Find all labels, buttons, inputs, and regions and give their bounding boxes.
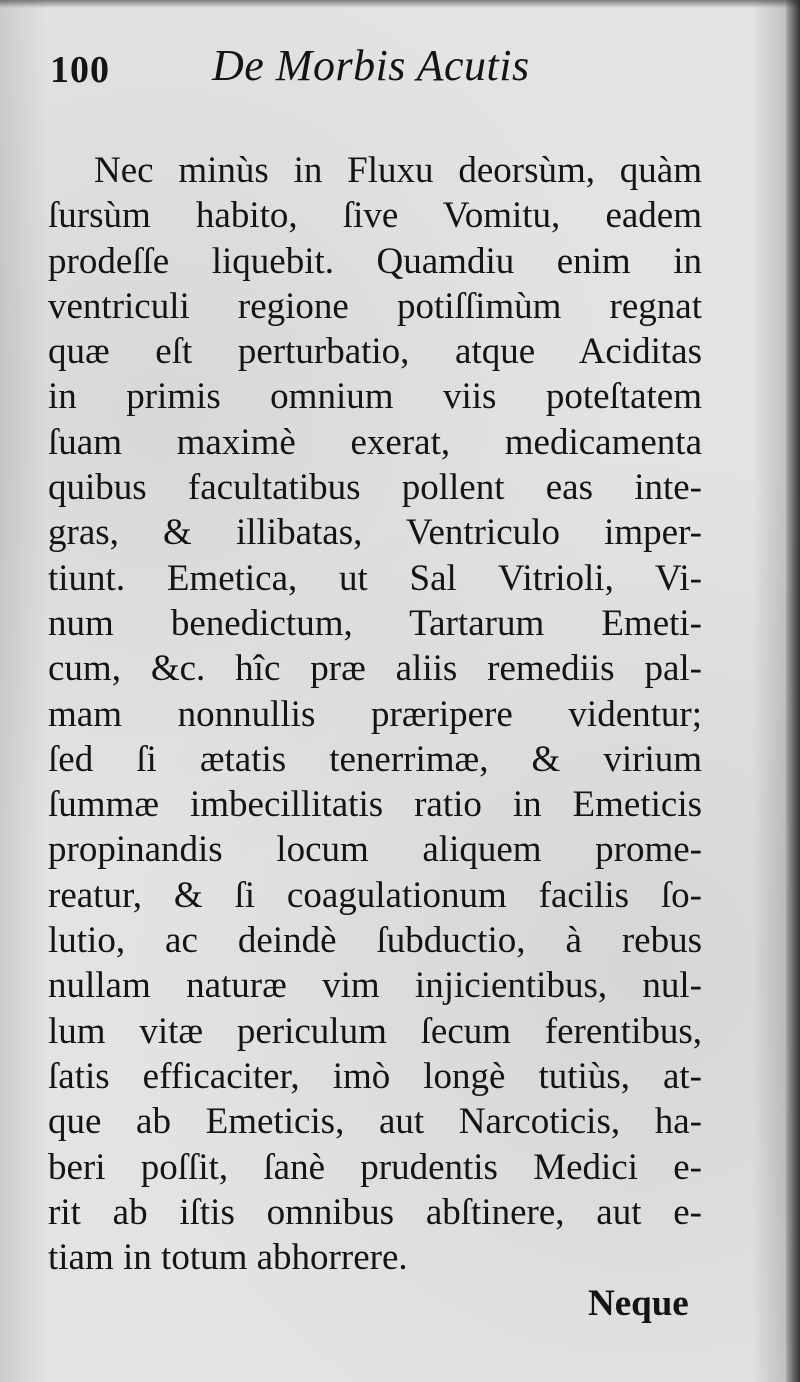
text-line: in primis omnium viis poteſtatem bbox=[48, 376, 702, 418]
text-line: cum, &c. hîc præ aliis remediis pal- bbox=[48, 648, 702, 690]
text-line: gras, & illibatas, Ventriculo imper- bbox=[48, 512, 702, 554]
text-line: num benedictum, Tartarum Emeti- bbox=[48, 602, 702, 644]
running-head: De Morbis Acutis bbox=[212, 41, 530, 90]
text-line: quibus facultatibus pollent eas inte- bbox=[48, 467, 702, 509]
text-line: quæ eſt perturbatio, atque Aciditas bbox=[48, 331, 702, 373]
catchword: Neque bbox=[588, 1283, 689, 1324]
page-header bbox=[50, 40, 690, 100]
text-line: propinandis locum aliquem prome- bbox=[48, 829, 702, 871]
page-binding-shadow bbox=[786, 0, 800, 1382]
text-line: beri poſſit, ſanè prudentis Medici e- bbox=[48, 1146, 702, 1188]
page-top-shadow bbox=[0, 0, 800, 8]
text-line: tiam in totum abhorrere. bbox=[48, 1237, 408, 1279]
text-line: rit ab iſtis omnibus abſtinere, aut e- bbox=[48, 1191, 702, 1233]
body-text bbox=[48, 148, 702, 1279]
text-line: ſatis efficaciter, imò longè tutiùs, at- bbox=[48, 1055, 702, 1097]
text-line: lutio, ac deindè ſubductio, à rebus bbox=[48, 920, 702, 962]
text-line: que ab Emeticis, aut Narcoticis, ha- bbox=[48, 1101, 702, 1143]
text-line: nullam naturæ vim injicientibus, nul- bbox=[48, 965, 702, 1007]
text-line: lum vitæ periculum ſecum ferentibus, bbox=[48, 1010, 702, 1052]
text-line: ſummæ imbecillitatis ratio in Emeticis bbox=[48, 784, 702, 826]
text-line: ventriculi regione potiſſimùm regnat bbox=[48, 285, 702, 327]
page-number: 100 bbox=[50, 49, 110, 91]
text-line: ſursùm habito, ſive Vomitu, eadem bbox=[48, 195, 702, 237]
text-line: Nec minùs in Fluxu deorsùm, quàm bbox=[94, 150, 702, 191]
text-line: tiunt. Emetica, ut Sal Vitrioli, Vi- bbox=[48, 557, 702, 599]
text-line: ſuam maximè exerat, medicamenta bbox=[48, 421, 702, 463]
text-line: mam nonnullis præripere videntur; bbox=[48, 693, 702, 735]
text-line: ſed ſi ætatis tenerrimæ, & virium bbox=[48, 738, 702, 780]
text-line: prodeſſe liquebit. Quamdiu enim in bbox=[48, 240, 702, 282]
text-line: reatur, & ſi coagulationum facilis ſo- bbox=[48, 874, 702, 916]
